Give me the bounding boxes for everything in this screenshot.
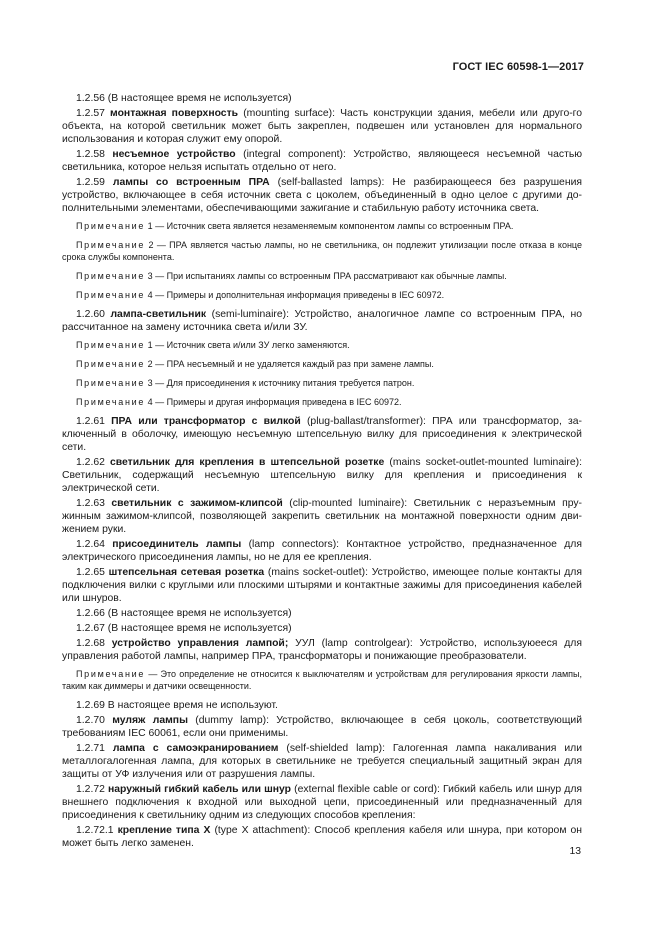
term: светильник для крепления в штепсельной розетке [109, 457, 385, 468]
term: несъемное устройство [112, 149, 236, 160]
clause-number: 1.2.71 [76, 743, 105, 754]
note-label: Примечание [76, 340, 146, 350]
definition-paragraph [62, 107, 582, 146]
clause-number: 1.2.65 [76, 567, 105, 578]
note-number: 1 [147, 221, 153, 231]
clause-number: 1.2.57 [76, 108, 105, 119]
note-label: Примечание [76, 669, 146, 679]
term: штепсельная сетевая розетка [108, 567, 265, 578]
note-number: 2 [148, 240, 154, 250]
note-paragraph [62, 358, 582, 370]
clause-number: 1.2.72 [76, 784, 105, 795]
definition-paragraph [62, 622, 582, 635]
note-label: Примечание [76, 221, 146, 231]
definition-text: (dummy lamp): Устройство, включающее в себя цоколь, соответствующий требованиям IEC 60061, если они применимы. [62, 715, 583, 739]
term: лампа с самоэкранированием [112, 743, 279, 754]
clause-number: 1.2.66 [76, 608, 105, 619]
definition-text: (В настоящее время не используется) [107, 623, 292, 634]
definition-paragraph [62, 176, 582, 215]
clause-number: 1.2.56 [76, 93, 105, 104]
clause-number: 1.2.72.1 [76, 825, 114, 836]
term: ПРА или трансформатор с вилкой [111, 416, 301, 427]
term: лампы со встроенным ПРА [112, 177, 270, 188]
definition-text: (integral component): Устройство, являющееся несъемной частью светильника, которое нельзя испытать отдельно от него. [62, 149, 583, 173]
note-paragraph [62, 339, 582, 351]
clause-number: 1.2.61 [76, 416, 105, 427]
term: монтажная поверхность [110, 108, 239, 119]
note-label: Примечание [76, 271, 146, 281]
definition-text: (В настоящее время не используется) [107, 93, 292, 104]
note-number: 4 [147, 397, 153, 407]
definition-paragraph [62, 538, 582, 564]
clause-number: 1.2.59 [76, 177, 105, 188]
definition-text: (mounting surface): Часть конструкции здания, мебели или друго-го объекта, на которой светильник может быть закреплен, подвешен или установлен для нормального использования и которая служит ему опорой. [62, 108, 583, 145]
definition-text: (self-shielded lamp): Галогенная лампа накаливания или металлогалогенная лампа, для которых в светильнике не требуется специальный защитный экран для защиты от УФ излучения или от разрушения лампы. [62, 743, 582, 780]
definition-paragraph [62, 308, 582, 334]
clause-number: 1.2.68 [76, 638, 105, 649]
definition-paragraph [62, 566, 582, 605]
definition-text: (external flexible cable or cord): Гибкий кабель или шнур для внешнего подключения к входной или выходной цепи, присоединенный или предназначенный для присоединения к светильнику одним из следующих способов крепления: [62, 784, 583, 821]
clause-number: 1.2.64 [76, 539, 105, 550]
note-text: — Примеры и другая информация приведена в IEC 60972. [155, 397, 402, 407]
definition-text: (В настоящее время не используется) [107, 608, 292, 619]
definition-text: (self-ballasted lamps): Не разбирающееся без разрушения устройство, включающее в себя источник света с цоколем, объединенный в одно целое с другими до-полнительными элементами, обеспечивающими зажигание и стабильную работу источника света. [62, 177, 582, 214]
clause-number: 1.2.69 [76, 700, 105, 711]
note-text: — Источник света и/или ЗУ легко заменяются. [155, 340, 350, 350]
definition-text: (mains socket-outlet): Устройство, имеющее полые контакты для подключения вилки с круглыми или плоскими штырями и контактные зажимы для присоединения кабелей или шнуров. [62, 567, 582, 604]
note-number: 3 [147, 378, 153, 388]
clause-number: 1.2.62 [76, 457, 105, 468]
clause-number: 1.2.70 [76, 715, 105, 726]
note-label: Примечание [76, 240, 146, 250]
note-number: 4 [147, 290, 153, 300]
note-text: — Это определение не относится к выключателям и устройствам для регулирования яркости лампы, таким как диммеры и датчики освещенности. [62, 669, 582, 691]
note-number: 2 [147, 359, 153, 369]
term: присоединитель лампы [112, 539, 242, 550]
note-paragraph [62, 289, 582, 301]
page-number: 13 [569, 846, 581, 857]
document-number: ГОСТ IEC 60598-1—2017 [452, 61, 584, 73]
note-paragraph [62, 220, 582, 232]
note-text: — Для присоединения к источнику питания требуется патрон. [155, 378, 415, 388]
note-label: Примечание [76, 397, 146, 407]
definition-paragraph [62, 699, 582, 712]
definition-paragraph [62, 497, 582, 536]
clause-number: 1.2.60 [76, 309, 105, 320]
definition-text: УУЛ (lamp controlgear): Устройство, используюееся для управления работой лампы, например ПРА, трансформаторы и понижающие преобразователи. [62, 638, 582, 662]
definition-paragraph [62, 415, 582, 454]
definition-paragraph [62, 783, 582, 822]
term: светильник с зажимом-клипсой [111, 498, 283, 509]
definition-paragraph [62, 148, 582, 174]
definition-text: (semi-luminaire): Устройство, аналогичное лампе со встроенным ПРА, но рассчитанное на замену источника света и/или ЗУ. [62, 309, 582, 333]
note-paragraph [62, 239, 582, 263]
note-text: — ПРА несъемный и не удаляется каждый раз при замене лампы. [155, 359, 434, 369]
definition-paragraph [62, 92, 582, 105]
definition-text: (mains socket-outlet-mounted luminaire): Светильник, содержащий несъемную штепсельную вилку для крепления и присоединения к электрической сети. [62, 457, 583, 494]
term: наружный гибкий кабель или шнур [108, 784, 292, 795]
note-label: Примечание [76, 290, 146, 300]
clause-number: 1.2.58 [76, 149, 105, 160]
note-number: 1 [147, 340, 153, 350]
note-text: — При испытаниях лампы со встроенным ПРА рассматривают как обычные лампы. [155, 271, 507, 281]
note-number: 3 [147, 271, 153, 281]
note-paragraph [62, 377, 582, 389]
term: крепление типа X [117, 825, 211, 836]
definition-paragraph [62, 742, 582, 781]
definition-text: (plug-ballast/transformer): ПРА или трансформатор, за-ключенный в оболочку, имеющую несъемную штепсельную вилку для присоединения к электрической сети. [62, 416, 583, 453]
definition-paragraph [62, 714, 582, 740]
definition-text: (type X attachment): Способ крепления кабеля или шнура, при котором он может быть легко заменен. [62, 825, 583, 849]
note-text: — Источник света является незаменяемым компонентом лампы со встроенным ПРА. [155, 221, 514, 231]
term: устройство управления лампой; [111, 638, 289, 649]
definition-text: В настоящее время не используют. [107, 700, 278, 711]
definition-paragraph [62, 637, 582, 663]
note-label: Примечание [76, 378, 146, 388]
definition-paragraph [62, 607, 582, 620]
note-text: — ПРА является частью лампы, но не светильника, он подлежит утилизации после отказа в конце срока службы компонента. [62, 240, 582, 262]
definition-text: (lamp connectors): Контактное устройство, предназначенное для электрического присоединения лампы, но не для ее крепления. [62, 539, 582, 563]
note-text: — Примеры и дополнительная информация приведены в IEC 60972. [155, 290, 445, 300]
note-label: Примечание [76, 359, 146, 369]
note-paragraph [62, 270, 582, 282]
definition-paragraph [62, 456, 582, 495]
definition-text: (clip-mounted luminaire): Светильник с неразъемным пру-жинным зажимом-клипсой, позволяющей закрепить светильник на монтажной поверхности одним дви-жением руки. [62, 498, 583, 535]
clause-number: 1.2.67 [76, 623, 105, 634]
term: муляж лампы [112, 715, 188, 726]
document-body [62, 92, 582, 852]
clause-number: 1.2.63 [76, 498, 105, 509]
note-paragraph [62, 396, 582, 408]
note-paragraph [62, 668, 582, 692]
definition-paragraph [62, 824, 582, 850]
term: лампа-светильник [110, 309, 207, 320]
